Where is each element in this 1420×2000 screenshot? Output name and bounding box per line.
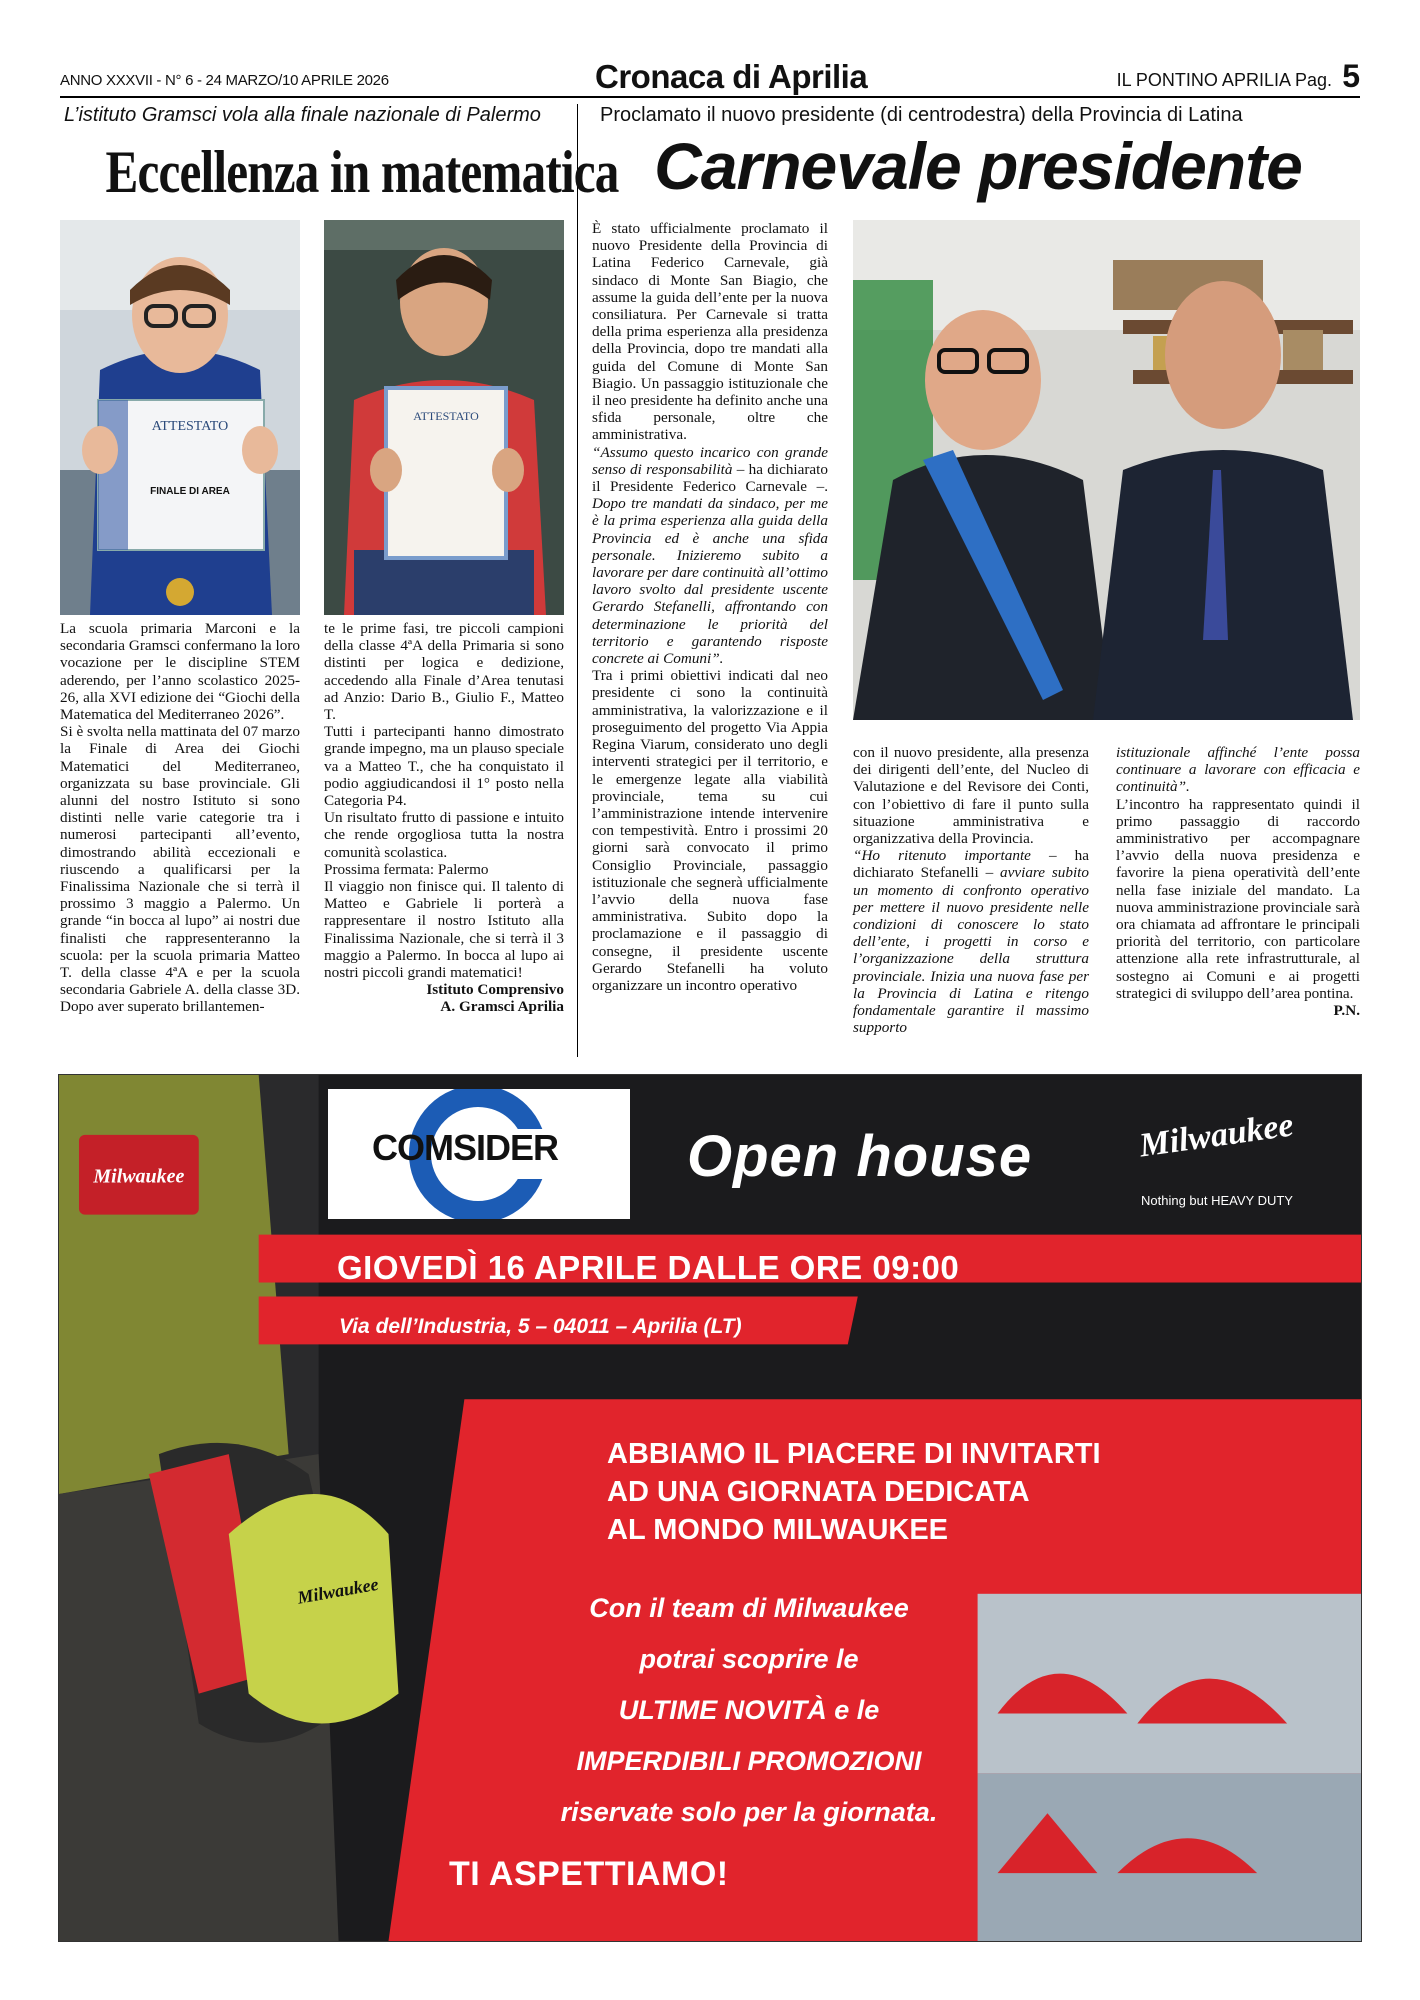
paragraph: È stato ufficialmente proclamato il nuovo Presidente della Provincia di Latina Federico Carnevale, già sindaco di Monte San Biagio, che assume la guida dell’ente per la nuova consiliatura. Per Carnevale si tratta della prima esperienza alla presidenza della Provincia, dopo tre mandati alla guida del Comune di Monte San Biagio. Un passaggio istituzionale che il neo presidente ha definito anche una sfida personale, oltre che amministrativa. xyxy=(592,220,828,444)
attribution: – ha dichiarato il Presidente Federico Carnevale –. xyxy=(592,460,828,496)
milwaukee-logo: Milwaukee xyxy=(1137,1106,1296,1165)
paragraph: Tutti i partecipanti hanno dimostrato grande impegno, ma un plauso speciale va a Matteo T., che ha conquistato il podio aggiudicandosi il 1° posto nella Categoria P4. xyxy=(324,723,564,810)
certificate-sub-1: FINALE DI AREA xyxy=(150,486,230,497)
paragraph: te le prime fasi, tre piccoli campioni della classe 4ªA della Primaria si sono distinti per logica e dedizione, accedendo alla Finale d’Area tenutasi ad Anzio: Dario B., Giulio F., Matteo T. xyxy=(324,620,564,724)
left-column-1 xyxy=(60,620,300,1016)
paper-name: IL PONTINO APRILIA Pag. xyxy=(1116,70,1332,90)
signature-line: Istituto Comprensivo xyxy=(426,981,564,999)
left-column-2 xyxy=(324,620,564,1016)
photo-student-secondary xyxy=(324,220,564,615)
certificate-title-1: ATTESTATO xyxy=(151,419,229,434)
paragraph: La scuola primaria Marconi e la secondaria Gramsci confermano la loro vocazione per le discipline STEM aderendo, per l’anno scolastico 2025-26, alla XVI edizione dei “Giochi della Matematica del Mediterraneo 2026”. xyxy=(60,620,300,724)
advertisement-milwaukee xyxy=(58,1074,1362,1942)
invite-line: AL MONDO MILWAUKEE xyxy=(607,1514,949,1546)
invite-line: AD UNA GIORNATA DEDICATA xyxy=(607,1476,1030,1508)
call-to-action: TI ASPETTIAMO! xyxy=(449,1855,729,1893)
right-column-2 xyxy=(853,744,1089,1036)
body-line: potrai scoprire le xyxy=(639,1644,859,1674)
paragraph: Un risultato frutto di passione e intuito che rende orgogliosa tutta la nostra comunità scolastica. xyxy=(324,809,564,861)
header-rule xyxy=(60,96,1360,98)
body-line: ULTIME NOVITÀ e le xyxy=(618,1695,880,1725)
section-title: Cronaca di Aprilia xyxy=(595,58,868,95)
invite-text xyxy=(607,1435,1227,1549)
quote: istituzionale affinché l’ente possa continuare a lavorare con efficacia e continuità”. xyxy=(1116,744,1360,796)
paragraph: Tra i primi obiettivi indicati dal neo presidente ci sono la continuità amministrativa, la valorizzazione e il proseguimento del progetto Via Appia Regina Viarum, considerato uno degli interventi strategici per il territorio, e le emergenze legate alla viabilità provinciale, tema su cui l’amministrazione intende intervenire con tempestività. Entro i prossimi 20 giorni sarà convocato il primo Consiglio Provinciale, passaggio istituzionale che segnerà ufficialmente l’avvio della nuova fase amministrativa. Subito dopo la proclamazione e il passaggio di consegne, il presidente uscente Gerardo Stefanelli ha voluto organizzare un incontro operativo xyxy=(592,667,828,994)
quote: Dopo tre mandati da sindaco, per me è la prima esperienza alla guida della Provincia ed è anche una sfida personale. Inizieremo subito a lavorare per dare continuità all’ottimo lavoro svolto dal presidente uscente Gerardo Stefanelli, affrontando con determinazione le priorità del territorio e garantendo risposte concrete ai Comuni”. xyxy=(592,495,828,668)
right-headline: Carnevale presidente xyxy=(654,129,1302,203)
paragraph: L’incontro ha rappresentato quindi il primo passaggio di raccordo amministrativo per accompagnare l’avvio della nuova presidenza e favorire la piena operatività dell’ente nella fase iniziale del mandato. La nuova amministrazione provinciale sarà ora chiamata ad affrontare le principali priorità del territorio, con particolare attenzione alla rete infrastrutturale, al sostegno ai Comuni e ai progetti strategici di sviluppo dell’area pontina. xyxy=(1116,795,1360,1002)
body-line: riservate solo per la giornata. xyxy=(560,1797,938,1827)
quote: “Assumo questo incarico con grande senso di responsabilità xyxy=(592,443,828,478)
body-line: IMPERDIBILI PROMOZIONI xyxy=(576,1746,922,1776)
paragraph xyxy=(592,444,828,668)
event-address: Via dell’Industria, 5 – 04011 – Aprilia (LT) xyxy=(339,1315,742,1338)
paragraph: Il viaggio non finisce qui. Il talento di Matteo e Gabriele li porterà a rappresentare il nostro Istituto alla Finalissima Nazionale, che si terrà il 3 maggio a Palermo. In bocca al lupo ai nostri piccoli grandi matematici! xyxy=(324,878,564,982)
right-kicker: Proclamato il nuovo presidente (di centrodestra) della Provincia di Latina xyxy=(600,104,1243,126)
signature-line: A. Gramsci Aprilia xyxy=(440,998,564,1016)
subheading: Prossima fermata: Palermo xyxy=(324,860,489,878)
attribution: – ha dichiarato Stefanelli – xyxy=(853,847,1089,882)
ad-patch-label: Milwaukee xyxy=(93,1165,185,1188)
column-rule xyxy=(577,104,578,1057)
page-header xyxy=(60,58,1360,94)
body-line: Con il team di Milwaukee xyxy=(589,1593,909,1623)
invite-line: ABBIAMO IL PIACERE DI INVITARTI xyxy=(607,1438,1101,1470)
photo-student-primary xyxy=(60,220,300,615)
paragraph: con il nuovo presidente, alla presenza dei dirigenti dell’ente, del Nucleo di Valutazione e del Revisore dei Conti, con l’obiettivo di fare il punto sulla situazione amministrativa e organizzativa della Provincia. xyxy=(853,744,1089,848)
paragraph: Si è svolta nella mattinata del 07 marzo la Finale di Area dei Giochi Matematici del Mediterraneo, organizzata su base provinciale. Gli alunni del nostro Istituto si sono distinti nelle varie categorie tra i numerosi partecipanti all’evento, dimostrando abilità eccezionali e riuscendo a qualificarsi per la Finalissima Nazionale che si terrà il prossimo 3 maggio a Palermo. Un grande “in bocca al lupo” ai nostri due finalisti che rappresenteranno la scuola: per la scuola primaria Matteo T. della classe 4ªA e per la scuola secondaria Gabriele A. della classe 3D. Dopo aver superato brillantemen- xyxy=(60,723,300,1016)
page-number: 5 xyxy=(1342,58,1360,94)
issue-info: ANNO XXXVII - N° 6 - 24 MARZO/10 APRILE 2026 xyxy=(60,72,389,89)
ad-body-text xyxy=(469,1583,1029,1838)
right-column-1 xyxy=(592,220,828,994)
left-kicker: L’istituto Gramsci vola alla finale nazionale di Palermo xyxy=(64,104,541,126)
glove-label: Milwaukee xyxy=(295,1573,380,1608)
photo-presidents xyxy=(853,220,1360,720)
certificate-title-2: ATTESTATO xyxy=(413,409,479,423)
event-title: Open house xyxy=(687,1124,1033,1189)
comsider-logo xyxy=(328,1089,630,1219)
right-column-3 xyxy=(1116,744,1360,1019)
paragraph xyxy=(853,847,1089,1036)
signature: P.N. xyxy=(1333,1002,1360,1020)
logo-text: COMSIDER xyxy=(372,1127,559,1168)
event-date: GIOVEDÌ 16 APRILE DALLE ORE 09:00 xyxy=(337,1249,960,1286)
quote: “Ho ritenuto importante xyxy=(853,847,1031,865)
left-headline: Eccellenza in matematica xyxy=(105,139,619,205)
quote: avviare subito un momento di confronto operativo per mettere il nuovo presidente nelle condizioni di conoscere lo stato dell’ente, i progetti in corso e l’organizzazione della struttura provinciale. Inizia una nuova fase per la Provincia di Latina e ritengo fondamentale garantire il massimo supporto xyxy=(853,864,1089,1037)
milwaukee-tagline: Nothing but HEAVY DUTY xyxy=(1141,1193,1293,1208)
